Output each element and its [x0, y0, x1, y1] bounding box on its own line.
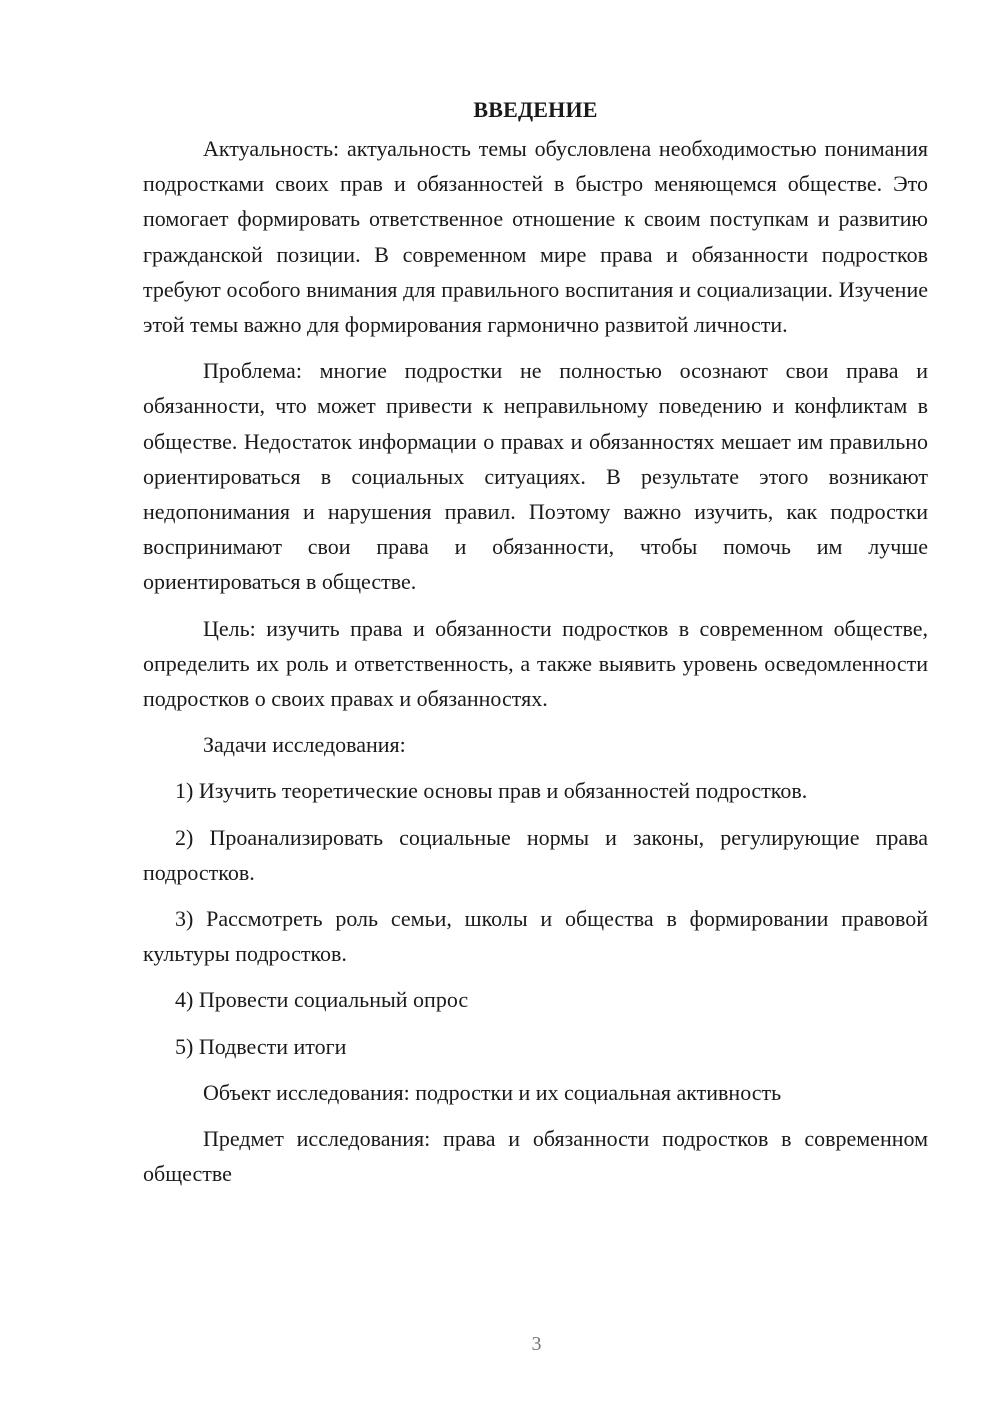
research-object-paragraph: Объект исследования: подростки и их социальная активность: [203, 1079, 782, 1105]
goal-paragraph: Цель: изучить права и обязанности подростков в современном обществе, определить их роль и ответственность, а также выявить уровень осведомленности подростков о своих правах и обязанностях.: [143, 615, 928, 712]
task-item: 1) Изучить теоретические основы прав и обязанностей подростков.: [175, 778, 808, 804]
task-item: 3) Рассмотреть роль семьи, школы и общества в формировании правовой культуры подростков.: [143, 906, 928, 967]
document-page: [143, 92, 928, 1202]
section-title: ВВЕДЕНИЕ: [473, 97, 598, 122]
task-item: 2) Проанализировать социальные нормы и законы, регулирующие права подростков.: [143, 824, 928, 885]
tasks-heading: Задачи исследования:: [203, 732, 406, 758]
page-number: 3: [531, 1333, 542, 1355]
research-subject-paragraph: Предмет исследования: права и обязанности подростков в современном обществе: [143, 1126, 928, 1187]
relevance-paragraph: Актуальность: актуальность темы обусловлена необходимостью понимания подростками своих прав и обязанностей в быстро меняющемся обществе. Это помогает формировать ответственное отношение к своим поступкам и развитию гражданской позиции. В современном мире права и обязанности подростков требуют особого внимания для правильного воспитания и социализации. Изучение этой темы важно для формирования гармонично развитой личности.: [143, 136, 928, 338]
problem-paragraph: Проблема: многие подростки не полностью осознают свои права и обязанности, что может привести к неправильному поведению и конфликтам в обществе. Недостаток информации о правах и обязанностях мешает им правильно ориентироваться в социальных ситуациях. В результате этого возникают недопонимания и нарушения правил. Поэтому важно изучить, как подростки воспринимают свои права и обязанности, чтобы помочь им лучше ориентироваться в обществе.: [143, 358, 928, 595]
task-item: 5) Подвести итоги: [175, 1033, 347, 1059]
task-item: 4) Провести социальный опрос: [175, 987, 469, 1013]
